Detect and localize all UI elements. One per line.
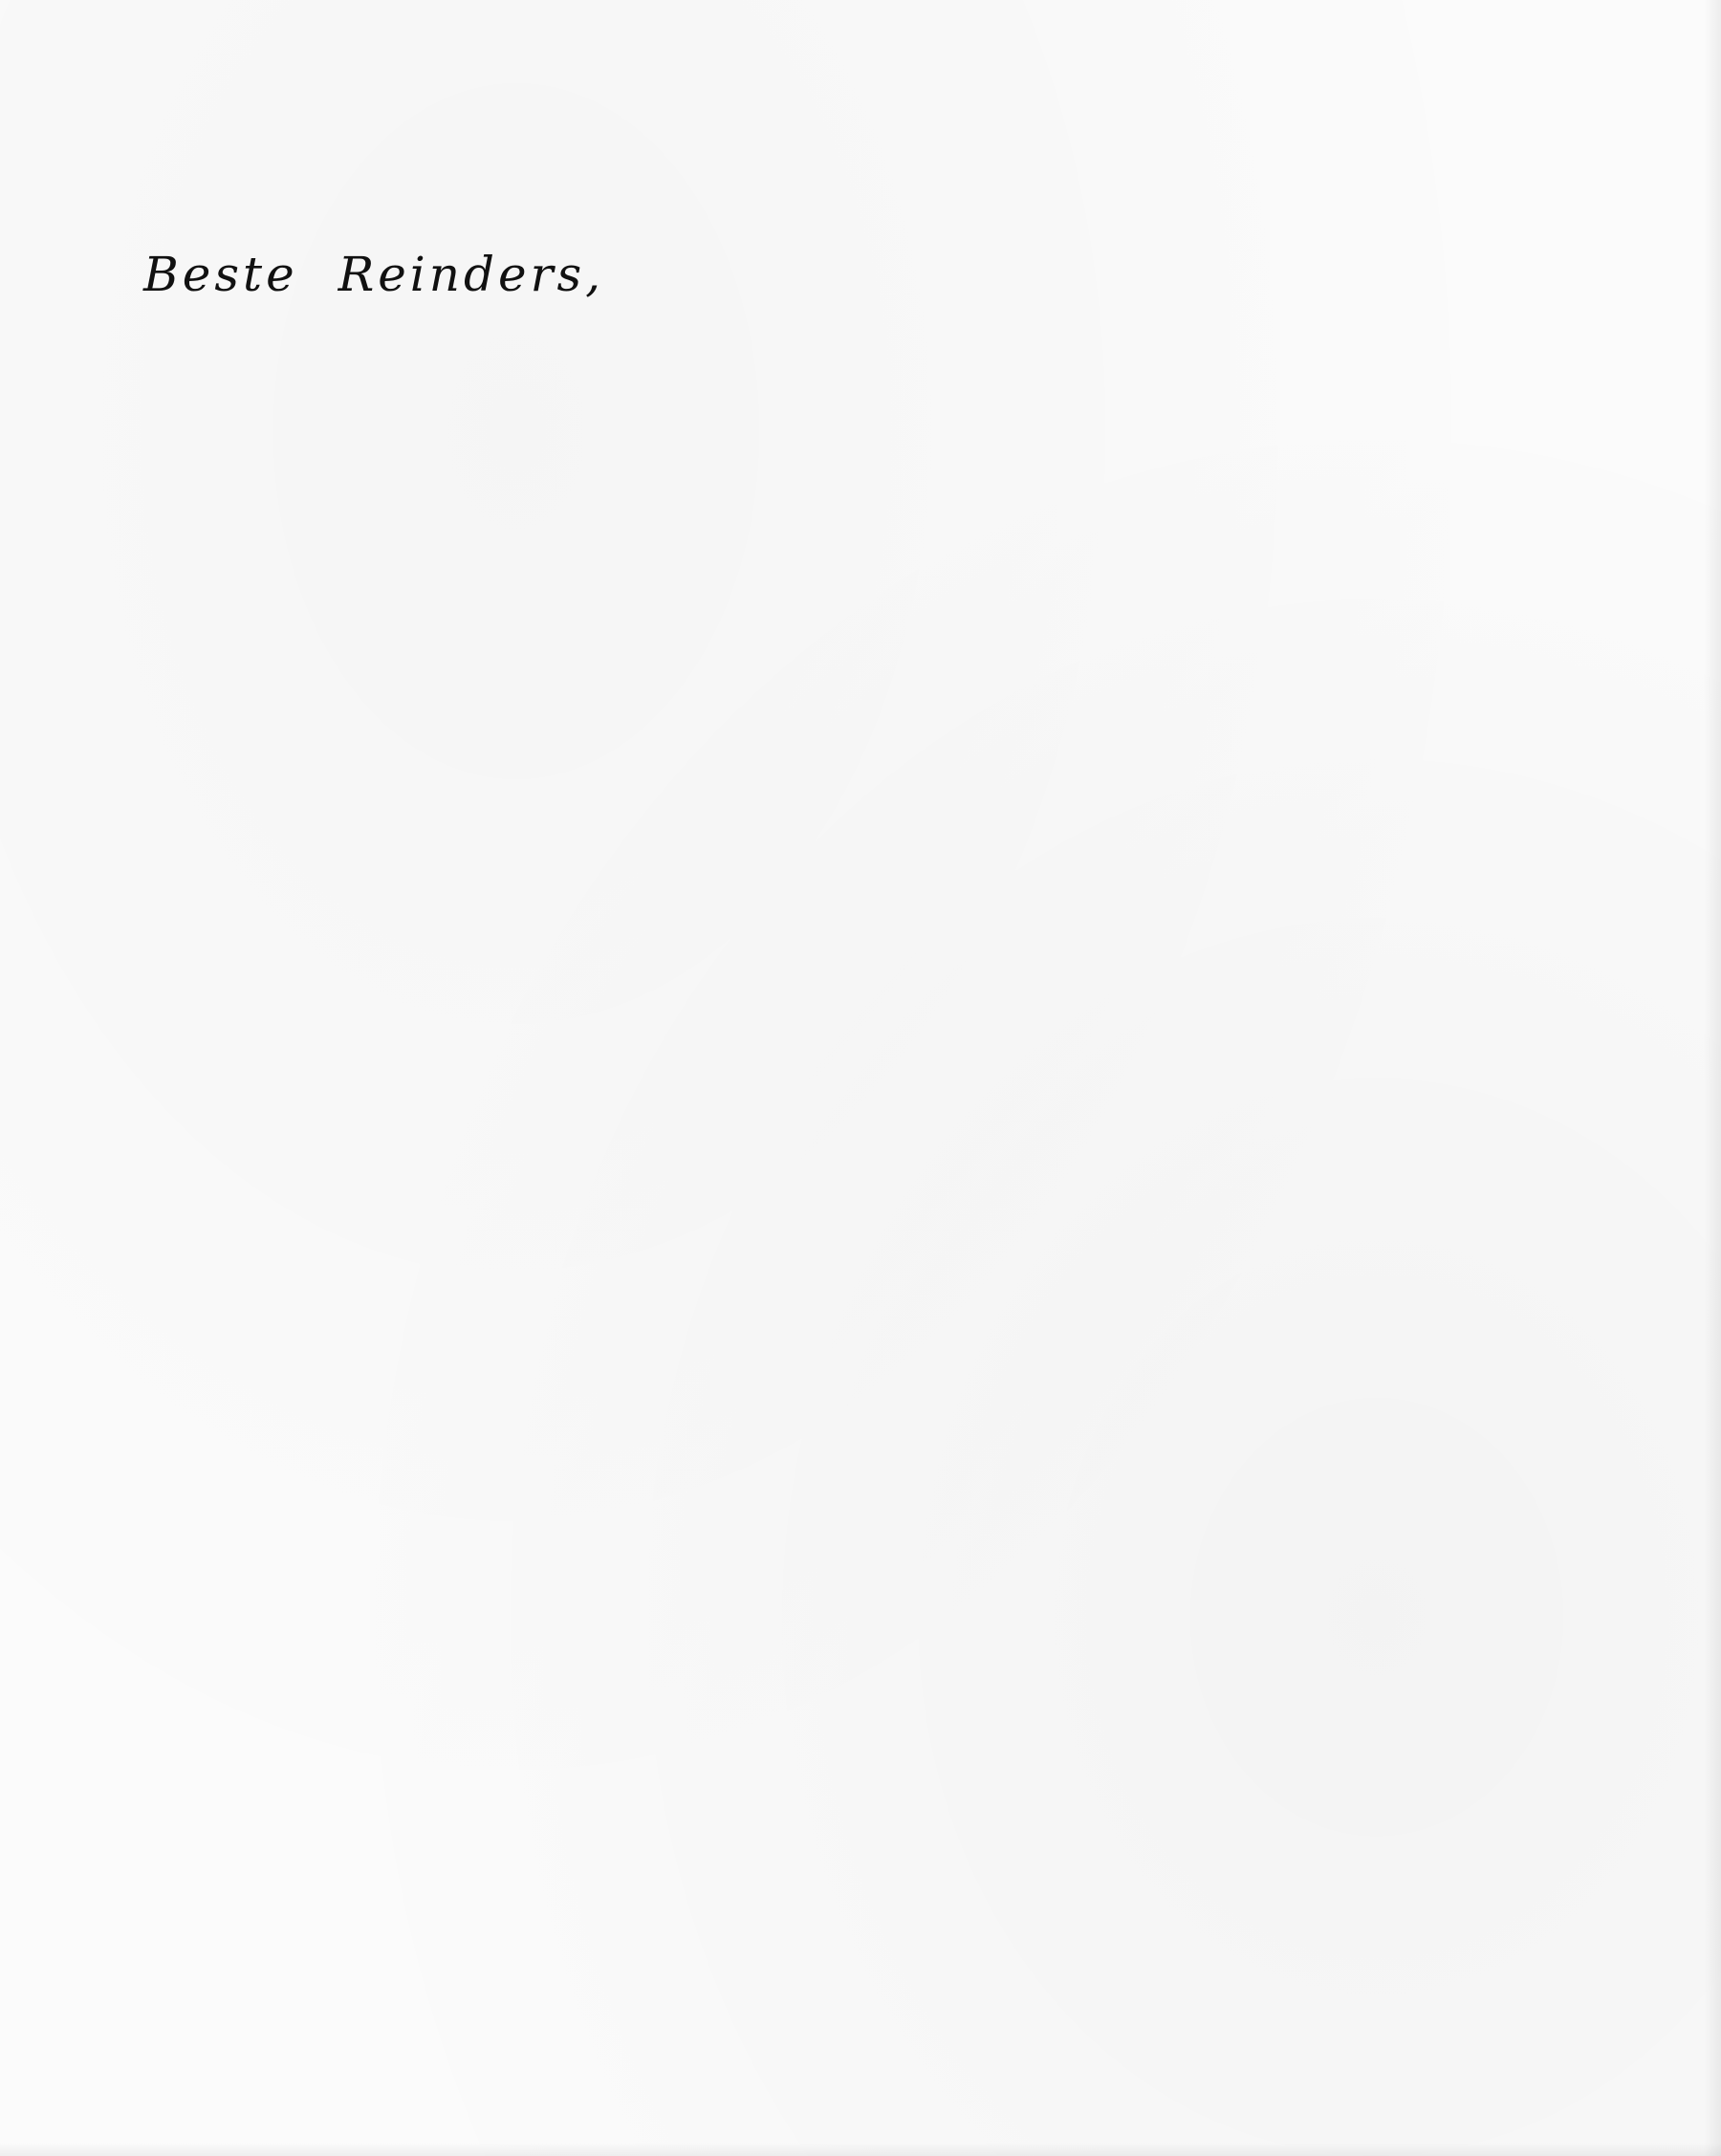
scan-edge-right — [1704, 0, 1721, 2156]
letter-salutation: Beste Reinders, — [143, 247, 605, 302]
scan-edge-bottom — [0, 2143, 1721, 2156]
